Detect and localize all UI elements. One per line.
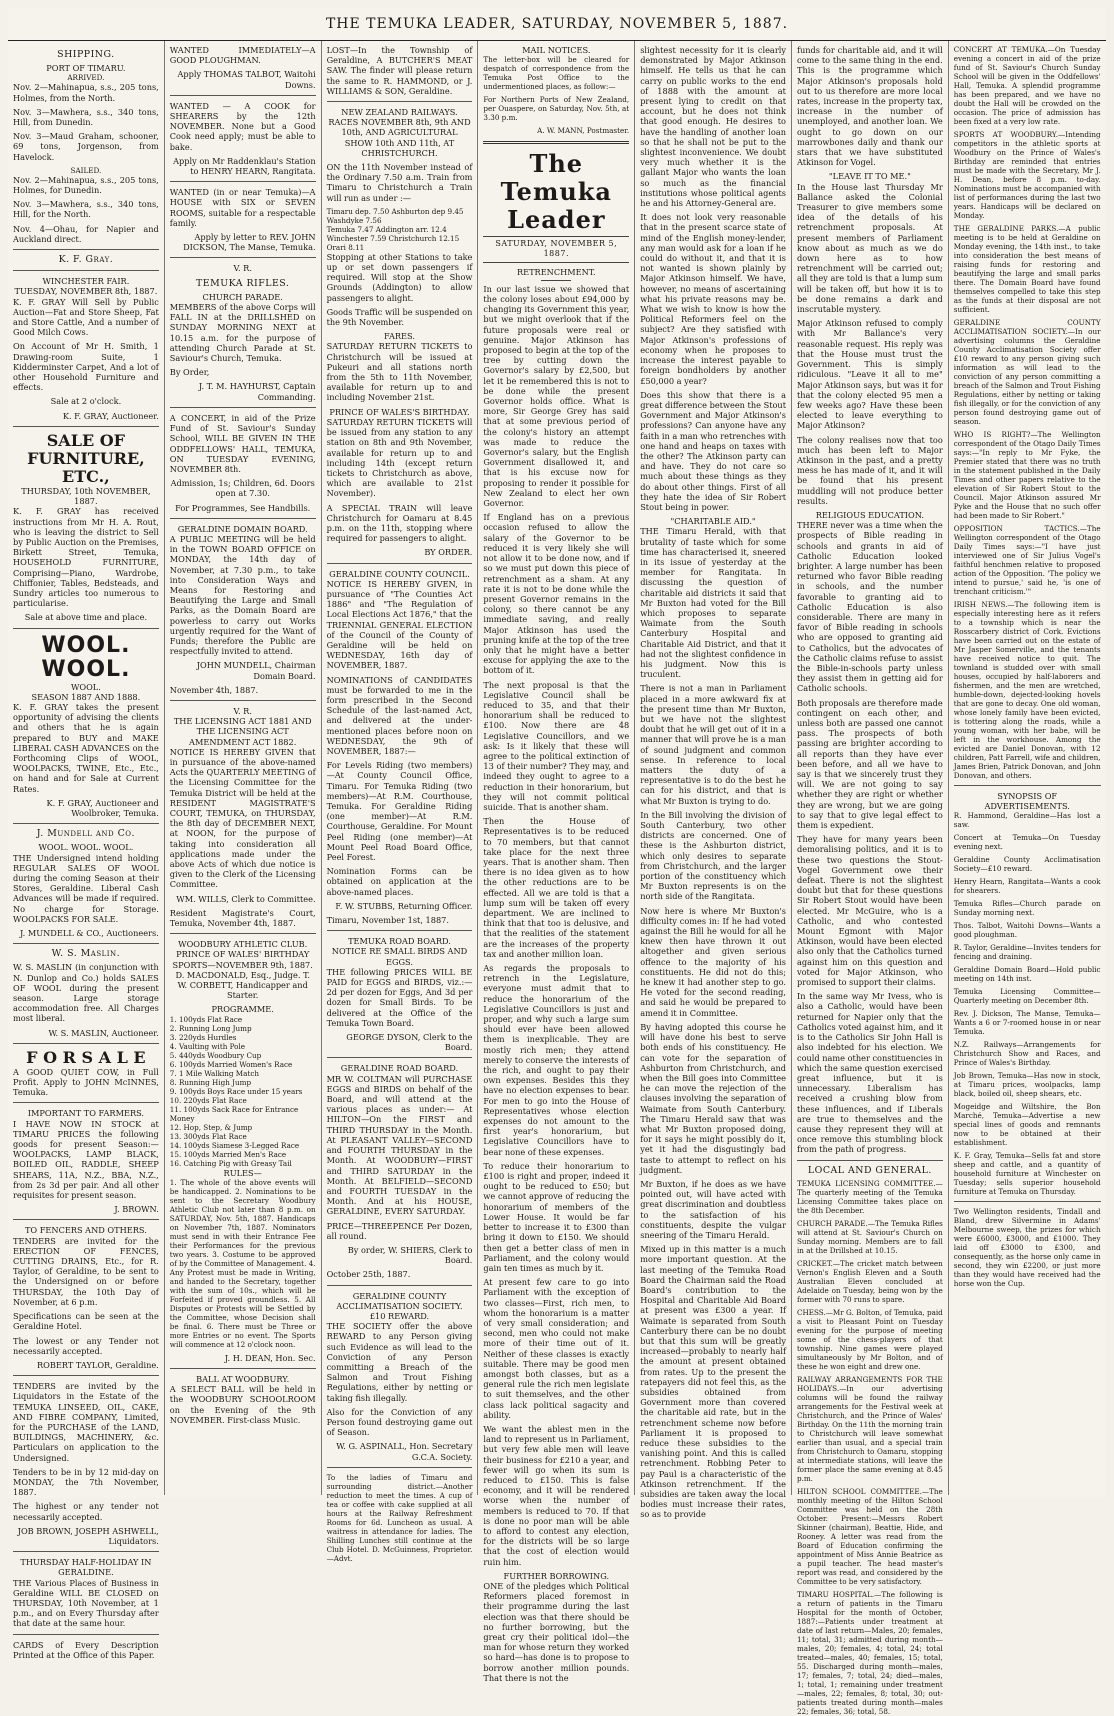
advert-text: ON the 11th November instead of the Ordinary 7.50 a.m. Train from Timaru to Christchurch a Train will run as under :— [326,162,473,203]
shipping-line: Nov. 2—Mahinapua, s.s., 205 tons, Holmes, from the North. [13,82,159,103]
article-heading: "LEAVE IT TO ME." [828,171,911,182]
advert-text: D. MACDONALD, Esq., Judge. T. W. CORBETT, Handicapper and Starter. [175,969,310,1001]
news-item: TIMARU HOSPITAL.—The following is a return of patients in the Timaru Hospital for the month of October, 1887:—Patients under treatment at date of last return—Males, 20; females, 11; total, 31; admitted during month—males, 20; females, 4; total, 24; total treated—males, 40; females, 15; total, 55. Discharged during month—males, 17; females, 7; total, 24; died—males, 1; total, 1; remaining under treatment—males, 22; females, 8; total, 30; out-patients treated during month—males 22; females, 36; total, 58. [796,1589,943,1716]
article-paragraph: The colony realises now that too much has been left to Major Atkinson in the past, and a pretty mess he has made of it, and it will be found that his present muddling will not produce better results. [796,434,943,506]
advert-heading: GERALDINE DOMAIN BOARD. [177,523,308,534]
advert-text: Stopping at other Stations to take up or set down passengers if required. Will stop at the Show Grounds (Addington) to allow passengers to alight. [326,251,473,303]
advert-signature: J. MUNDELL & CO., Auctioneers. [19,928,159,938]
synopsis-item: Geraldine Domain Board—Hold public meeting on 14th inst. [953,965,1101,984]
advert-heading: TO FENCERS AND OTHERS. [24,1225,147,1236]
divider [170,407,316,408]
article-paragraph: To reduce their honorarium to £100 is right and proper, indeed it ought to be reduced to £50; but we cannot approve of reducing the honorarium of members of the Lower House. It would be far better to increase it to £300 than bring it down to £150. We should then get a better class of men in Parliament, and the colony would gain ten times as much by it. [483,1160,630,1273]
synopsis-item: Henry Hearn, Rangitata—Wants a cook for shearers. [953,877,1101,896]
advert-heading: GERALDINE COUNTY COUNCIL. [329,568,470,579]
masthead: The Temuka Leader [500,149,612,235]
article-paragraph: Both proposals are therefore made contingent on each other, and unless both are passed one cannot pass. The prospects of both passing are brighter according to all reports than they have ever been before, and all we have to say is that we sincerely trust they will. We are not going to say whether they are right or whether they are wrong, but we are going to say that to give legal effect to them is expedient. [796,697,943,831]
timetable-row: Temuka 7.47 Addington arr. 12.4 [326,224,447,234]
advert-text: LOST—In the Township of Geraldine, A BUTCHER'S MEAT SAW. The finder will please return the same to R. HAMMOND, or J. WILLIAMS & SON, Geraldine. [326,45,473,96]
synopsis-item: Geraldine County Acclimatisation Society—£10 reward. [953,855,1101,874]
advert-date: November 4th, 1887. [169,684,259,695]
advert-text: SATURDAY RETURN TICKETS will be issued from any station to any station on 8th and 9th November, available for return up to and including 14th (except return tickets to Christchurch as above, which are available to 21st November). [326,416,473,499]
advert-date: Resident Magistrate's Court, Temuka, November 4th, 1887. [169,907,316,929]
advert-heading: WINCHESTER FAIR. [42,276,130,287]
advert-heading: F O R S A L E [26,1047,146,1067]
news-item: CONCERT AT TEMUKA.—On Tuesday evening a concert in aid of the prize fund of St. Saviour's Church Sunday School will be given in the Oddfellows' Hall, Temuka. A splendid programme has been prepared, and we have no doubt the Hall will be crowded on the occasion. The price of admission has been fixed at a very low rate. [953,45,1101,126]
advert-text: Nomination Forms can be obtained on application at the above-named places. [326,866,473,897]
advert-text: A GOOD QUIET COW, in Full Profit. Apply to JOHN McINNES, Temuka. [13,1066,159,1098]
article-paragraph: Mr Buxton, if he does as we have pointed out, will have acted with great discrimination and doubtless to the satisfaction of his constituents, despite the vulgar sneering of the Timaru Herald. [640,1178,786,1240]
advert-text: Sale at above time and place. [24,612,148,623]
advert-subheading: SEASON 1887 AND 1888. [31,691,141,702]
advert-text: TENDERS are invited for the ERECTION OF FENCES, CUTTING DRAINS, Etc., for R. Taylor, of Geraldine, to be sent to the Undersigned on or before THURSDAY, the 10th Day of November, at 6 p.m. [13,1235,159,1307]
advert-subheading: PRINCE OF WALES' BIRTHDAY SPORTS—NOVEMBER 9th, 1887. [172,949,313,970]
divider [327,101,473,102]
advert-signature: JOHN MUNDELL, Chairman Domain Board. [196,660,316,681]
article-paragraph: As regards the proposals to retrench in the Legislature, everyone must admit that to reduce the honorarium of the Legislative Councillors is just and proper, and why such a large sum should ever have been allowed them is inexplicable. They are mostly rich men; they attend merely to conserve the interests of the rich, and ought to pay their own expenses. Besides this they have no election expenses to bear. For men to go into the House of Representatives whose election expenses do not amount to the first year's honorarium, but Legislative Councillors have to bear none of these expenses. [483,963,630,1157]
advert-text: CARDS of Every Description Printed at the Office of this Paper. [13,1639,159,1660]
advert-text: For Programmes, See Handbills. [175,502,311,513]
divider [170,181,316,182]
divider [954,785,1101,786]
divider [13,943,159,944]
advert-signature: Apply by letter to REV. JOHN DICKSON, The Manse, Temuka. [183,232,316,253]
news-item: WHO IS RIGHT?—The Wellington correspondent of the Otago Daily Times says:—"In reply to Mr Fyke, the Premier stated that there was no truth in the statement published in the Daily Times and other papers relative to the elevation of Sir Robert Stout to the Council. Major Atkinson assured Mr Pyke and the House that no such offer had been made to Sir Robert." [953,430,1101,520]
synopsis-item: Temuka Rifles—Church parade on Sunday morning next. [953,899,1101,918]
divider [541,280,571,281]
divider [13,1551,159,1552]
subheading: PORT OF TIMARU. [46,63,126,74]
page-header [8,8,1106,41]
column-3 [322,41,479,1563]
advert-text: The letter-box will be cleared for despatch of correspondence from the Temuka Post Office to the undermentioned places, as follow:— [483,55,630,92]
royal-cipher: V. R. [233,263,252,274]
column-1 [8,41,165,1660]
advert-heading: WOODBURY ATHLETIC CLUB. [178,939,308,950]
divider [327,1057,473,1058]
advert-heading: W. S. Maslin. [51,948,121,960]
timetable-row: Orari 8.11 [326,242,365,252]
advert-text: THE Various Places of Business in Geraldine WILL BE CLOSED on THURSDAY, 10th November, at 1 p.m., and on Every Thursday after that date at the same hour. [13,1577,159,1629]
advert-signature: By order, W. SHIERS, Clerk to Board. [347,1244,473,1266]
column-7 [949,41,1106,1495]
article-heading: "CHARITABLE AID." [670,516,756,527]
divider [13,1043,159,1044]
column-6 [792,41,949,1716]
event-item: 2. Running Long Jump [169,1023,252,1033]
advert-text: To the ladies of Timaru and surrounding district.—Another reduction to meet the times. A cup of tea or coffee with cake supplied at all hours at the Railway Refreshment Rooms for 6d. Luncheon as usual. A waitress in attendance for ladies. The Shilling Lunches still continue at the Club Hotel. D. McGuinness, Proprietor.—Advt. [326,1472,473,1563]
divider [13,1375,159,1376]
advert-text: Tenders to be in by 12 mid-day on MONDAY, the 7th November, 1887. [13,1466,159,1498]
advert-text: K. F. GRAY has received instructions from Mr H. A. Rout, who is leaving the district to Sell by Public Auction on the Premises, Birkett Street, Temuka, HOUSEHOLD FURNITURE, Comprising—Piano, Wardrobe, Chiffonier, Tables, Bedsteads, and Sundry articles too numerous to particularise. [13,506,159,609]
advert-text: NOMINATIONS of CANDIDATES must be forwarded to me in the form prescribed in the Second Schedule of the last-named Act, and delivered at the under-mentioned places before noon on WEDNESDAY, the 9th of NOVEMBER, 1887:— [326,674,473,756]
advert-subheading: RULES— [223,1167,262,1178]
article-paragraph: slightest necessity for it is clearly demonstrated by Major Atkinson himself. He tells us that he can carry on public works to the end of 1888 with the amount at present lying to credit on that account, but he does not think that good enough. He desires to have the handling of another loan so that he shall not be put to the slightest inconvenience. We doubt very much whether it is the gallant Major who wants the loan so much as the financial institutions whose political agents he and his Attorney-General are. [640,45,786,209]
advert-text: THE SOCIETY offer the above REWARD to any Person giving such Evidence as will lead to the Conviction of any Person committing a Breach of the Salmon and Trout Fishing Regulations, either by netting or taking fish illegally. [326,1321,473,1403]
article-heading: RETRENCHMENT. [516,266,596,277]
advert-heading: GERALDINE ROAD BOARD. [340,1063,459,1074]
shipping-line: Nov. 4—Ohau, for Napier and Auckland direct. [13,223,159,244]
article-paragraph: THERE never was a time when the prospects of Bible reading in schools and grants in aid of Catholic Education looked brighter. A large number has been returned who favor Bible reading in schools, and the number favorable to granting aid to Catholic Education is also considerable. There are many in favor of Bible reading in schools who are opposed to granting aid to Catholics, but the advocates of the Catholic claims refuse to assist the Bible-in-schools party unless they assist them in getting aid for Catholic schools. [796,520,943,694]
advert-signature: A. W. MANN, Postmaster. [537,126,630,136]
synopsis-item: N.Z. Railways—Arrangements for Christchurch Show and Races, and Prince of Wales's Birthday. [953,1040,1101,1068]
divider [170,933,316,934]
divider [797,1160,943,1161]
divider [13,270,159,271]
subheading: ARRIVED. [67,73,105,83]
news-item: OPPOSITION TACTICS.—The Wellington correspondent of the Otago Daily Times says:—"I have just interviewed one of Sir Julius Vogel's faithful henchmen relative to proposed action of the Opposition. 'The policy we intend to pursue,' said he, 'is one of trenchant criticism.'" [953,524,1101,596]
article-paragraph: By having adopted this course he will have done his best to serve both ends of his constituency. He can vote for the separation of Ashburton from Christchurch, and when the Bill goes into Committee he can move the rejection of the clauses involving the separation of Waimate from South Canterbury. The Timaru Herald saw that was what Mr Buxton proposed doing, for it says he might possibly do it, yet it had the disgustingly bad taste to attempt to reflect on his judgment. [640,1021,786,1175]
columns [8,41,1106,1716]
advert-heading: SALE OF FURNITURE, ETC., [27,430,145,486]
news-item: HILTON SCHOOL COMMITTEE.—The monthly meeting of the Hilton School Committee was held on the 28th October. Present:—Messrs Robert Skinner (chairman), Beattie, Hide, and Rooney. A letter was read from the Board of Education confirming the appointment of Miss Annie Beatrice as a pupil teacher. The head master's report was read, and considered by the Committee to be very satisfactory. [796,1486,943,1586]
column-2 [165,41,322,1495]
advert-signature: BY ORDER. [424,547,473,558]
event-item: 9. 100yds Boys Race under 15 years [169,1086,303,1096]
article-paragraph: There is not a man in Parliament placed in a more awkward fix at the present time than Mr Buxton, but we have not the slightest doubt that he will get out of it in a manner that will prove he is a man of sound judgment and common sense. In reference to local matters the duty of a representative is to do the best he can for his district, and that is what Mr Buxton is trying to do. [640,683,786,806]
royal-cipher: V. R. [233,705,252,716]
advert-text: A CONCERT, in aid of the Prize Fund of St. Saviour's Sunday School, WILL BE GIVEN IN THE ODDFELLOWS' HALL, TEMUKA, ON TUESDAY EVENING, NOVEMBER 8th. [169,412,316,474]
shipping-line: Nov. 3—Maud Graham, schooner, 69 tons, Jorgenson, from Havelock. [13,131,159,162]
advert-subheading: WOOL. [70,681,101,692]
advert-subheading: WOOL. WOOL. WOOL. [38,842,134,853]
section-heading: SHIPPING. [57,49,115,60]
timetable-row: Washdyke 7.56 [326,215,382,225]
divider [13,249,159,250]
synopsis-item: R. Taylor, Geraldine—Invites tenders for fencing and draining. [953,943,1101,962]
shipping-line: Nov. 2—Mahinapua, s.s., 205 tons, Holmes, for Dunedin. [13,174,159,196]
synopsis-item: Thos. Talbot, Waitohi Downs—Wants a good ploughman. [953,921,1101,940]
advert-subheading: £10 REWARD. [369,1310,430,1321]
article-paragraph: ONE of the pledges which Political Reformers placed foremost in their programme during the last election was that there should be no further borrowing, but the great cry their political idol—the man for whose return they worked so hard—has done is to propose to borrow another million pounds. That there is not the [483,1581,630,1683]
event-item: 15. 100yds Married Men's Race [169,1149,287,1159]
advert-text: W. S. MASLIN (in conjunction with N. Dunlop and Co.) holds SALES OF WOOL during the present season. Large storage accommodation free. All Charges most liberal. [13,962,159,1024]
advert-signature: WM. WILLS, Clerk to Committee. [176,893,316,904]
event-item: 3. 220yds Hurdles [169,1032,237,1042]
advert-text: A SELECT BALL will be held in the WOODBURY SCHOOLROOM on the Evening of the 9th NOVEMBER. First-class Music. [169,1384,316,1425]
section-heading: SYNOPSIS OF ADVERTISEMENTS. [984,791,1070,812]
article-paragraph: We want the ablest men in the land to represent us in Parliament, but very few able men will leave their business for £210 a year, and fewer will go when its sum is reduced to £150. This is false economy, and it will be rendered worse when the number of members is reduced to 70. If that is done no poor man will be able to afford to contest any election, for the districts will be so large that the cost of election would ruin him. [483,1423,630,1567]
advert-subheading: PROGRAMME. [211,1004,274,1015]
synopsis-item: Concert at Temuka—On Tuesday evening next. [953,833,1101,852]
advert-signature: J. BROWN. [114,1204,159,1215]
advert-subheading: CHURCH PARADE. [202,291,283,302]
event-item: 6. 100yds Married Women's Race [169,1059,293,1069]
advert-text: A PUBLIC MEETING will be held in the TOWN BOARD OFFICE on MONDAY, the 14th day of November, at 7.30 p.m., to take into Consideration Ways and Means for Restoring and Beautifying the Large and Small Parks, as the Domain Board are powerless to carry out Works urgently required for the Want of Funds; therefore the Public are respectfully invited to attend. [169,533,316,657]
advert-date: October 25th, 1887. [326,1269,411,1280]
advert-subheading: FARES. [384,331,415,342]
advert-subheading: PRINCE OF WALES'S BIRTHDAY. [329,406,470,417]
article-paragraph: It does not look very reasonable that in the present scarce state of mind of the English money-lender, any man would ask for a loan if he could do without it, and that it is not wanted is shown plainly by Major Atkinson himself. We have, however, no means of ascertaining what his private reasons may be. What we wish to know is how the Political Reformers feel on the subject? Are they satisfied with Major Atkinson's professions of economy when he proposes to increase the interest payable to foreign bondholders by another £50,000 a year? [640,212,786,386]
news-item: Two Wellington residents, Tindall and Bland, drew Silvermine in Adams' Melbourne sweep, the prizes for which were £6000, £3000, and £1000. They laid off £3000 to £300, and consequently, as the horse only came in second, they win £2200, or just more than they would have received had the horse won the Cup. [953,1207,1101,1289]
advert-text: WANTED IMMEDIATELY—A GOOD PLOUGHMAN. [169,45,316,66]
timetable-row: Timaru dep. 7.50 Ashburton dep 9.45 [326,206,464,216]
advert-text: THE following PRICES WILL BE PAID for EGGS and BIRDS, viz.:— 2d per dozen for Eggs, And 3d per dozen for Small Birds. To be delivered at the Office of the Temuka Town Board. [326,966,473,1028]
divider [170,1368,316,1369]
article-paragraph: In the Bill involving the division of South Canterbury, two other districts are concerned. One of these is the Ashburton district, which only desires to separate from Christchurch, and the larger portion of the constituency which Mr Buxton represents is on the north side of the Rangitata. [640,809,786,902]
event-item: 12. Hop, Step, & Jump [169,1122,253,1132]
advert-signature: ROBERT TAYLOR, Geraldine. [36,1359,159,1370]
article-paragraph: At present few care to go into Parliament with the exception of two classes—First, rich men, to whom the honorarium is a matter of very small consideration; and second, men who could not make more of their time out of it. Neither of these classes is exactly suitable. There may be good men amongst both classes, but as a general rule the rich men legislate to suit themselves, and the other class lack political sagacity and ability. [483,1277,630,1420]
divider [170,700,316,701]
advert-text: For Levels Riding (two members)—At County Council Office, Timaru. For Temuka Riding (two members)—At R.M. Courthouse, Temuka. For Geraldine Riding (one member)—At R.M. Courthouse, Geraldine. For Mount Peel Riding (one member)—At Mount Peel Road Board Office, Peel Forest. [326,760,473,863]
divider [954,1201,1101,1202]
article-paragraph: Then the House of Representatives is to be reduced to 70 members, but that cannot take place for the next three years. That is another sham. Then there is no idea given as to how the other reductions are to be effected. All we are told is that a lump sum will be taken off every department. We are inclined to think that that too is delusive, and that the realities of the statement are the increases of the property tax and another million loan. [483,816,630,959]
advert-text: 1. The whole of the above events will be handicapped. 2. Nominations to be sent to the Secretary Woodbury Athletic Club not later than 8 p.m. on SATURDAY, Nov. 5th, 1887. Handicaps on November 7th, 1887. Nominators must send in with their Entrance Fee their Performances for the previous two years. 3. Costume to be approved of by the Committee of Management. 4. Any Protest must be made in Writing, and handed to the Secretary, together with the sum of 10s., which will be Forfeited if proved groundless. 5. All Disputes or Protests will be Settled by the Committee, whose Decision shall be final. 6. There must be Three or more Entries or no event. The Sports will commence at 12 o'clock noon. [169,1177,316,1349]
event-item: 7. 1 Mile Walking Match [169,1068,259,1078]
article-paragraph: Does this show that there is a great difference between the Stout Government and Major Atkinson's professions? Can anyone have any faith in a man who retrenches with one hand and heaps on taxes with the other? The Atkinson party can and have. They do not care so much about these things as they do about other things. First of all they hate the idea of Sir Robert Stout being in power. [640,389,786,512]
article-paragraph: Major Atkinson refused to comply with Mr Ballance's very reasonable request. His reply was that the House must trust the Government. This is simply ridiculous. "Leave it all to me" Major Atkinson says, but was it for that the colony elected 95 men a few weeks ago? Have these been elected to leave everything to Major Atkinson? [796,318,943,431]
news-item: CHURCH PARADE.—The Temuka Rifles will attend at St. Saviour's Church on Sunday morning. Members are to fall in at the Drillshed at 10.15. [796,1218,943,1255]
article-paragraph: If England has on a previous occasion refused to allow the salary of the Governor to be reduced it is very likely she will not allow it to be done now, and if so we must put down this piece of retrenchment as a sham. At any rate it is not to be done while the present Governor remains in the colony, so there cannot be any immediate saving, and really Major Atkinson has used the pruning knife at the top of the tree only that he might have a better excuse for applying the axe to the bottom of it. [483,512,630,676]
column-4 [478,41,635,1683]
advert-text: A SPECIAL TRAIN will leave Christchurch for Oamaru at 8.45 p.m. on the 11th, stopping where required for passengers to alight. [326,502,473,544]
advert-text: NOTICE IS HEREBY GIVEN that in pursuance of the above-named Acts the QUARTERLY MEETING of the Licensing Committee for the Temuka District will be held at the RESIDENT MAGISTRATE'S COURT, TEMUKA, on THURSDAY, the 8th day of DECEMBER NEXT, at NOON, for the purpose of taking into consideration all applications made under the above Acts of which due notice is given to the Clerk of the Licensing Committee. [169,746,316,890]
divider [327,563,473,564]
advert-text: K. F. GRAY Will Sell by Public Auction—Fat and Store Sheep, Fat and Store Cattle, And a number of Good Milch Cows. [13,296,159,338]
advert-date: Timaru, November 1st, 1887. [326,915,449,926]
advert-text: The highest or any tender not necessarily accepted. [13,1501,159,1522]
synopsis-item: R. Hammond, Geraldine—Has lost a saw. [953,811,1101,830]
synopsis-item: K. F. Gray, Temuka—Sells fat and store sheep and cattle, and a quantity of household furniture at Winchester on Tuesday; sells superior household furniture at Temuka on Thursday. [953,1151,1101,1197]
advert-date: THURSDAY, 10th NOVEMBER, 1887. [21,485,151,507]
news-item: SPORTS AT WOODBURY.—Intending competitors in the athletic sports at Woodbury on the Prince of Wales's Birthday are reminded that entries must be made with the Secretary, Mr J. H. Dean, before 8 p.m. to-day. Nominations must be accompanied with list of performances during the last two years. Handicaps will be declared on Monday. [953,130,1101,220]
advert-heading: K. F. Gray. [58,254,114,266]
article-paragraph: In the same way Mr Ivess, who is also a Catholic, would have been returned for Napier only that the Catholics voted against him, and it is to the Catholics Sir John Hall is also indebted for his election. We could name other constituencies in which the same question exercised great influence, but it is unnecessary. Liberalism has received a crushing blow from these influences, and if Liberals are true to themselves and the cause they represent they will at once remove this stumbling block from the path of progress. [796,991,943,1155]
column-5 [635,41,792,1520]
advert-text: PRICE—THREEPENCE Per Dozen, all round. [326,1220,473,1241]
news-item: CRICKET.—The cricket match between Vernon's English Eleven and a South Australian Eleven concluded at Adelaide on Tuesday, being won by the former with 70 runs to spare. [796,1258,943,1304]
article-paragraph: funds for charitable aid, and it will come to the same thing in the end. This is the programme which Major Atkinson's proposals hold out to us therefore are more local rates, increase in the property tax, increase in the number of unemployed, and another loan. We ought to go down on our marrowbones daily and thank our stars that we have substituted Atkinson for Vogel. [796,45,943,168]
event-item: 11. 100yds Sack Race for Entrance Money [169,1104,299,1123]
advert-text: WANTED (in or near Temuka)—A HOUSE with SIX or SEVEN ROOMS, suitable for a respectable family. [169,187,316,228]
news-item: IRISH NEWS.—The following item is especially interesting here as it refers to a township which is near the Rosscarbery district of Cork. Evictions have been carried out on the estate of Mr Jasper Somerville, and the tenants have received notice to quit. The townland is studded over with small houses, occupied by half-laborers and fishermen, and the men are wretched, humble-down, dejected-looking hovels that are gone to decay. One old woman, whose lonely family have been evicted, is tottering along the roads, while a young woman, with her babe, will be left in the workhouse. Among the evicted are Daniel Donovan, with 12 children, Patt Farrell, wife and children, James Brien, Patrick Donovan, and John Donovan, and others. [953,600,1101,780]
divider [13,1219,159,1220]
news-item: THE GERALDINE PARKS.—A public meeting is to be held at Geraldine on Monday evening, the 14th inst., to take into consideration the best means of raising funds for restoring and beautifying the large and small parks there. The Domain Board have found themselves compelled to take this step as the funds at their disposal are not sufficient. [953,224,1101,314]
advert-signature: F. W. STUBBS, Returning Officer. [335,900,473,911]
advert-text: Specifications can be seen at the Geraldine Hotel. [13,1311,159,1332]
events-list [170,1015,316,1168]
advert-text: Also for the Conviction of any Person found destroying game out of Season. [326,1406,473,1438]
advert-text: On Account of Mr H. Smith, 1 Drawing-room Suite, 1 Kidderminster Carpet, And a lot of other Household Furniture and effects. [13,341,159,393]
advert-signature: Apply THOMAS TALBOT, Waitohi Downs. [177,69,316,90]
advert-signature: J. T. M. HAYHURST, Captain Commanding. [198,381,316,402]
article-paragraph: Now here is where Mr Buxton's difficulty comes in: If he had voted against the Bill he would for all he knew then have thrown it out altogether and given serious offence to the majority of his constituents. He did not do this; he knew it had another step to go. He voted for the second reading, and said he would be prepared to amend it in Committee. [640,905,786,1018]
section-heading: LOCAL AND GENERAL. [807,1164,932,1176]
divider [327,1285,473,1286]
news-item: CHESS.—Mr G. Bolton, of Temuka, paid a visit to Pleasant Point on Tuesday evening for the purpose of meeting some of the chess-players of that township. Nine games were played simultaneously by Mr Bolton, and of these he won eight and drew one. [796,1307,943,1371]
article-heading: RELIGIOUS EDUCATION. [815,509,924,520]
advert-text: THE Undersigned intend holding REGULAR SALES OF WOOL during the coming Season at their Stores, Geraldine. Liberal Cash Advances will be made if required. No charge for Storage. WOOLPACKS FOR SALE. [13,852,159,924]
advert-heading: J. Mundell and Co. [36,828,136,840]
newspaper-page [8,8,1106,1716]
advert-text: WANTED — A COOK for SHEARERS by the 12th NOVEMBER. None but a Good Cook need apply; must be able to bake. [169,100,316,152]
divider [170,518,316,519]
event-item: 10. 220yds Flat Race [169,1095,247,1105]
synopsis-item: Rev. J. Dickson, The Manse, Temuka—Wants a 6 or 7-roomed house in or near Temuka. [953,1009,1101,1037]
advert-heading: BALL AT WOODBURY. [196,1374,290,1385]
advert-text: For Northern Ports of New Zealand, per Ouaspere, on Saturday, Nov. 5th, at 3.30 p.m. [483,95,630,123]
advert-heading: THURSDAY HALF-HOLIDAY IN GERALDINE. [20,1557,152,1578]
advert-signature: GEORGE DYSON, Clerk to the Board. [346,1032,473,1053]
advert-text: MEMBERS of the above Corps will FALL IN at the DRILLSHED on SUNDAY MORNING NEXT at 10.15 a.m. for the purpose of attending Church Parade at St. Saviour's Church, Temuka. [169,302,316,364]
advert-text: NOTICE IS HEREBY GIVEN, in pursuance of "The Counties Act 1886" and "The Regulation of Local Elections Act 1876," that the TRIENNIAL GENERAL ELECTION of the Council of the County of Geraldine will be held on WEDNESDAY, 16th day of NOVEMBER, 1887. [326,578,473,671]
divider [327,1467,473,1468]
divider [170,257,316,258]
divider [483,141,629,144]
advert-text: SATURDAY RETURN TICKETS to Christchurch will be issued at Pukeuri and all stations north from the 5th to 11th November, available for return up to and including November 21st. [326,341,473,403]
synopsis-item: Job Brown, Temuka—Has now in stock, at Timaru prices, woolpacks, lamp black, boiled oil, sheep shears, etc. [953,1071,1101,1099]
advert-text: MR W. COLTMAN will PURCHASE EGGS and BIRDS on behalf of the Board, and will attend at the various places as under:— At HILTON—On the FIRST and THIRD THURSDAY in the Month. At PLEASANT VALLEY—SECOND and FOURTH THURSDAY in the Month. At WOODBURY—FIRST and THIRD SATURDAY in the Month. At BELFIELD—SECOND and FOURTH TUESDAY in the Month. And at his HOUSE, GERALDINE, EVERY SATURDAY. [326,1073,473,1217]
advert-signature: JOB BROWN, JOSEPH ASHWELL, Liquidators. [17,1525,159,1546]
advert-heading: GERALDINE COUNTY ACCLIMATISATION SOCIETY. [336,1290,463,1311]
shipping-line: Nov. 3—Mawhera, s.s., 340 tons, Hill, from Dunedin. [13,106,159,128]
advert-heading: TEMUKA RIFLES. [196,277,290,289]
article-paragraph: THE Timaru Herald, with that brutality of taste which for some time has characterised it, sneered in its issue of yesterday at the member for Rangitata. In discussing the question of charitable aid districts it said that Mr Buxton had voted for the Bill which proposes to separate Waimate from the South Canterbury Hospital and Charitable Aid District, and that it had not the slightest confidence in his judgment. Now this is truculent. [640,526,786,680]
synopsis-item: Temuka Licensing Committee—Quarterly meeting on December 8th. [953,987,1101,1006]
advert-text: The lowest or any Tender not necessarily accepted. [13,1335,159,1356]
advert-heading: TEMUKA ROAD BOARD. [348,936,451,947]
advert-heading: MAIL NOTICES. [522,45,591,55]
divider [13,1634,159,1635]
page-title: THE TEMUKA LEADER, SATURDAY, NOVEMBER 5, 1887. [325,16,789,32]
article-paragraph: In the House last Thursday Mr Ballance asked the Colonial Treasurer to give members some idea of the details of his retrenchment proposals. At present members of Parliament know about as much as we do down here as to how retrenchment will be carried out; all they are told is that a lump sum will be taken off, but how it is to be done remains a dark and inscrutable mystery. [796,181,943,315]
advert-signature: K. F. GRAY, Auctioneer. [62,410,159,421]
advert-text: Sale at 2 o'clock. [50,396,122,407]
event-item: 5. 440yds Woodbury Cup [169,1050,262,1060]
shipping-line: Nov. 3—Mawhera, s.s., 340 tons, Hill, for the North. [13,199,159,220]
advert-signature: J. H. DEAN, Hon. Sec. [224,1352,316,1363]
article-paragraph: In our last issue we showed that the colony loses about £94,000 by changing its Government this year, but we might overlook that if the future proposals were real or genuine. Major Atkinson has proposed to begin at the top of the tree by cutting down the Governor's salary by £2,500, but let it be remembered this is not to be done while the present Governor holds office. What is more, Sir George Grey has said that at some previous period of the colony's history an attempt was made to reduce the Governor's salary, but the English Government disallowed it, and that is his excuse now for proposing to render it possible for New Zealand to elect her own Governor. [483,283,630,509]
synopsis-item: Mogeidge and Wiltshire, the Bon Marché, Temuka—Advertise a new special lines of goods and remnants now to be obtained at their establishment. [953,1102,1101,1148]
article-paragraph: They have for many years been demoralising politics, and it is to these two questions the Stout-Vogel Government owe their defeat. There is not the slightest doubt but that for these questions Sir Robert Stout would have been elected. Mr McGuire, who is a Catholic, and who contested Mount Egmont with Major Atkinson, would have been elected also only that the Catholics turned against him on this question and voted for Major Atkinson, who promised to support their claims. [796,834,943,988]
event-item: 16. Catching Pig with Greasy Tail [169,1158,292,1168]
divider [170,95,316,96]
advert-heading: NEW ZEALAND RAILWAYS. [341,107,458,118]
advert-signature: Apply on Mr Raddenklau's Station to HENRY HEARN, Rangitata. [173,155,316,177]
advert-subheading: NOTICE RE SMALL BIRDS AND EGGS. [331,946,468,967]
masthead-date: SATURDAY, NOVEMBER 5, 1887. [483,236,629,262]
advert-subheading: RACES NOVEMBER 8th, 9th AND 10th, AND AGRICULTURAL SHOW 10th AND 11th, AT CHRISTCHURCH. [328,117,471,158]
advert-signature: W. S. MASLIN, Auctioneer. [48,1027,159,1038]
advert-text: Goods Traffic will be suspended on the 9th November. [326,306,473,328]
event-item: 14. 100yds Siamese 3-Legged Race [169,1140,300,1150]
article-heading: FURTHER BORROWING. [503,1570,610,1581]
event-item: 13. 300yds Flat Race [169,1131,247,1141]
news-item: GERALDINE COUNTY ACCLIMATISATION SOCIETY.—In our advertising columns the Geraldine County Acclimatisation Society offer £10 reward to any person giving such information as will lead to the conviction of any person committing a breach of the Salmon and Trout Fishing Regulations, either by netting or taking fish illegally, or for the conviction of any person found destroying game out of season. [953,318,1101,426]
advert-text: I HAVE NOW IN STOCK at TIMARU PRICES the following goods for present Season:— WOOLPACKS, LAMP BLACK, BOILED OIL, RADDLE, SHEEP SHEARS, 11A, N.Z., BBA, N.Z., from 2s 3d per pair. And all other requisites for present season. [13,1118,159,1201]
event-item: 8. Running High Jump [169,1077,252,1087]
divider [327,930,473,931]
subheading: SAILED. [70,165,102,175]
advert-signature: W. G. ASPINALL, Hon. Secretary G.C.A. Society. [336,1441,473,1462]
news-item: RAILWAY ARRANGEMENTS FOR THE HOLIDAYS.—In our advertising columns will be found the railway arrangements for the Festival week at Christchurch, and the Prince of Wales' Birthday. On the 11th the morning train to Christchurch will leave somewhat earlier than usual, and a special train from Christchurch to Oamaru, stopping at intermediate stations, will leave the former place the same evening at 8.45 p.m. [796,1374,943,1483]
article-paragraph: Mixed up in this matter is a much more important question. At the last meeting of the Temuka Road Board the Chairman said the Road Board's contribution to the Hospital and Charitable Aid Board at present was £300 a year. If Waimate is separated from South Canterbury there can be no doubt but that this sum will be greatly increased—probably to nearly half the amount at present obtained from rates. Up to the present the ratepayers did not feel this, as the subsidies obtained from Government more than covered the charitable aid rate, but in the retrenchment scheme now before Parliament it is proposed to reduce these subsidies to the vanishing point. And this is called retrenchment. Robbing Peter to pay Paul is a characteristic of the Atkinson retrenchment. If the subsidies are taken away the local bodies must increase their rates, so as to provide [640,1244,786,1520]
advert-heading: WOOL. WOOL. [41,632,131,682]
article-paragraph: The next proposal is that the Legislative Council shall be reduced to 35, and that their honorarium shall be reduced to £100. Now there are 48 Legislative Councillors, and we ask: Is it likely that these will agree to the political extinction of 13 of their number? They may, and indeed they ought to agree to a reduction in their honorarium, but they will not commit political suicide. That is another sham. [483,679,630,812]
divider [13,1102,159,1103]
advert-heading: IMPORTANT TO FARMERS. [27,1108,145,1119]
timetable-row: Winchester 7.59 Christchurch 12.15 [326,233,460,243]
advert-text: K. F. GRAY takes the present opportunity of advising the clients and others that he is again prepared to BUY and MAKE LIBERAL CASH ADVANCES on the Forthcoming Clips of WOOL, WOOLPACKS, TWINE, Etc., Etc., on hand and for Sale at Current Rates. [13,701,159,794]
advert-heading: THE LICENSING ACT 1881 AND THE LICENSING ACT AMENDMENT ACT 1882. [173,716,312,747]
divider [13,628,159,629]
advert-text: Admission, 1s; Children, 6d. Doors open at 7.30. [170,478,315,499]
advert-text: By Order, [169,367,210,378]
event-item: 4. Vaulting with Pole [169,1041,246,1051]
news-item: TEMUKA LICENSING COMMITTEE.—The quarterly meeting of the Temuka Licensing Committee takes place on the 8th December. [796,1178,943,1215]
divider [13,426,159,427]
divider [13,823,159,824]
advert-date: TUESDAY, NOVEMBER 8th, 1887. [14,286,158,297]
advert-text: TENDERS are invited by the Liquidators in the Estate of the TEMUKA LINSEED, OIL, CAKE, AND FIBRE COMPANY, Limited, for the PURCHASE of the LAND, BUILDINGS, MACHINERY, &c. Particulars on application to the Undersigned. [13,1381,159,1463]
advert-signature: K. F. GRAY, Auctioneer and Woolbroker, Temuka. [46,797,159,818]
event-item: 1. 100yds Flat Race [169,1014,243,1024]
